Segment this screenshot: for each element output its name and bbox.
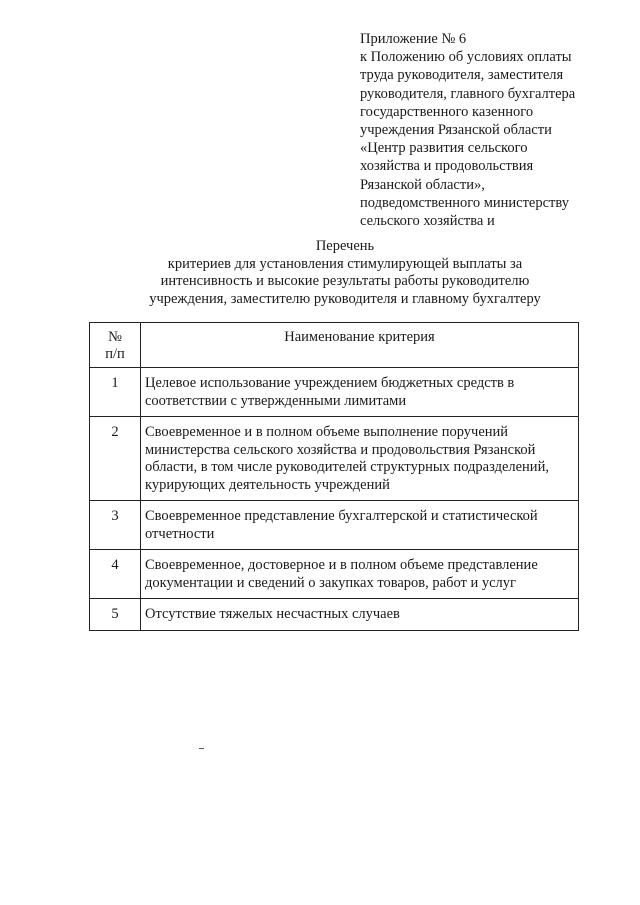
row-criterion: Отсутствие тяжелых несчастных случаев: [141, 599, 579, 631]
appendix-line: государственного казенного: [360, 103, 534, 120]
list-title: [0, 238, 640, 308]
appendix-line: сельского хозяйства и: [360, 213, 495, 230]
appendix-block: [360, 30, 630, 230]
appendix-line: к Положению об условиях оплаты: [360, 49, 572, 66]
criteria-table: [89, 322, 579, 631]
header-number-cell: [90, 323, 141, 368]
scan-mark: [199, 748, 204, 749]
table-header-row: [90, 323, 579, 368]
appendix-line: «Центр развития сельского: [360, 140, 528, 157]
appendix-line: Рязанской области»,: [360, 176, 485, 193]
row-number: 5: [90, 599, 141, 631]
header-number-sublabel: п/п: [105, 346, 125, 362]
table-row: [90, 550, 579, 599]
table-row: [90, 599, 579, 631]
appendix-line: учреждения Рязанской области: [360, 122, 552, 139]
row-number: 2: [90, 417, 141, 501]
row-criterion: Своевременное представление бухгалтерской и статистической отчетности: [141, 501, 579, 550]
row-number: 4: [90, 550, 141, 599]
header-name-cell: Наименование критерия: [141, 323, 579, 368]
appendix-line: хозяйства и продовольствия: [360, 158, 534, 175]
row-number: 1: [90, 368, 141, 417]
appendix-line: руководителя, главного бухгалтера: [360, 85, 576, 102]
list-subtitle-line: учреждения, заместителю руководителя и главному бухгалтеру: [149, 290, 541, 307]
table-row: [90, 417, 579, 501]
appendix-line: Приложение № 6: [360, 31, 467, 47]
list-subtitle-line: критериев для установления стимулирующей выплаты за: [167, 255, 523, 272]
appendix-line: труда руководителя, заместителя: [360, 67, 564, 84]
header-number-label: №: [108, 329, 122, 345]
table-row: [90, 368, 579, 417]
table-row: [90, 501, 579, 550]
row-criterion: Целевое использование учреждением бюджетных средств в соответствии с утвержденными лимитами: [141, 368, 579, 417]
row-criterion: Своевременное, достоверное и в полном объеме представление документации и сведений о закупках товаров, работ и услуг: [141, 550, 579, 599]
list-subtitle-line: интенсивность и высокие результаты работы руководителю: [160, 273, 530, 289]
row-number: 3: [90, 501, 141, 550]
appendix-line: подведомственного министерству: [360, 194, 569, 211]
list-heading: Перечень: [315, 238, 375, 254]
row-criterion: Своевременное и в полном объеме выполнение поручений министерства сельского хозяйства и продовольствия Рязанской области, в том числе руководителей структурных подразделений, курирующих деятельность учреждений: [141, 417, 579, 501]
